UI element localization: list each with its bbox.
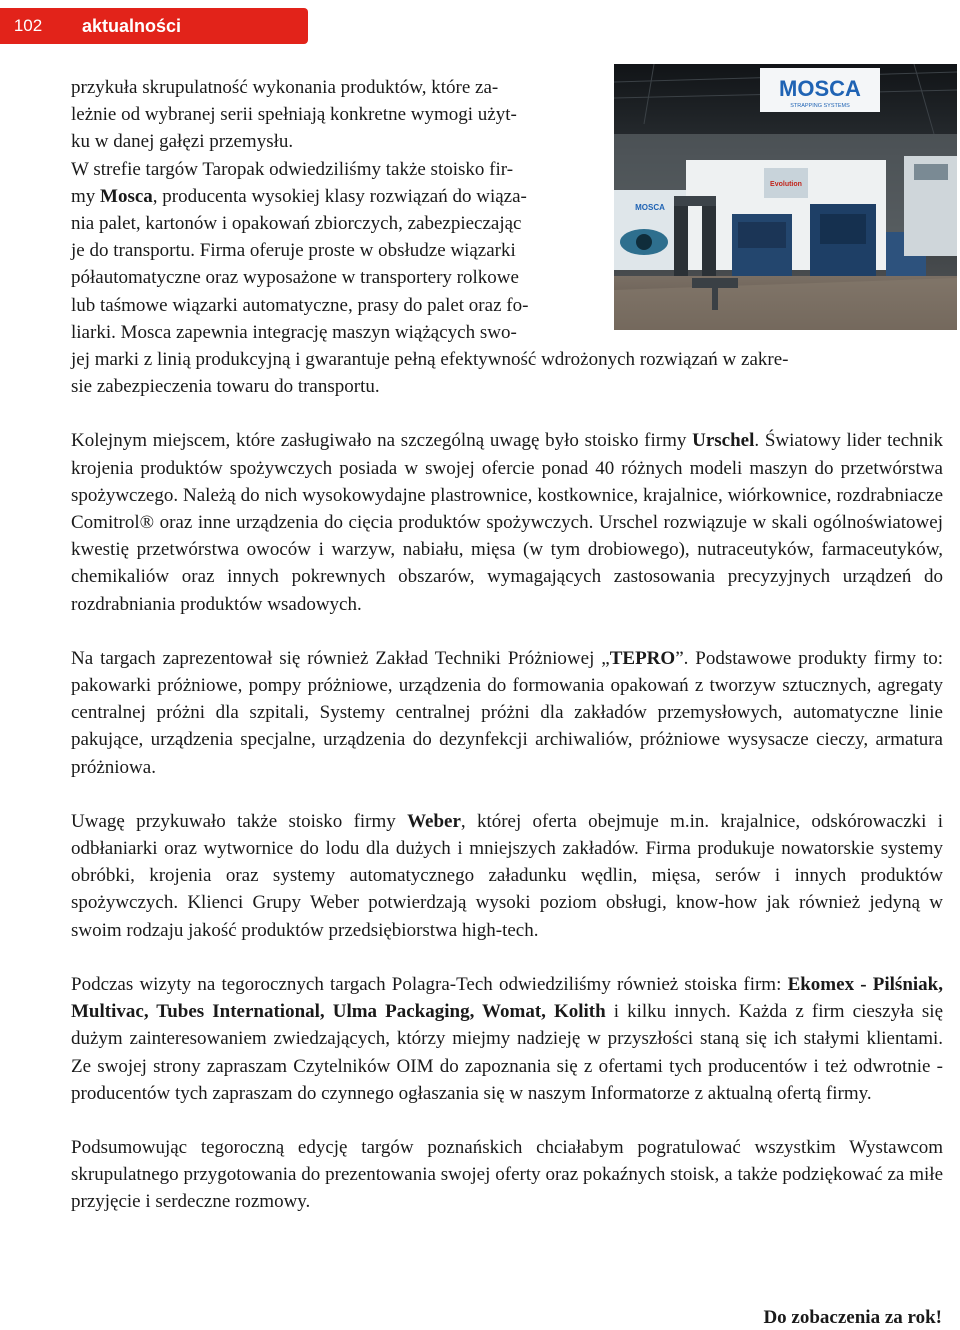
section-header <box>0 8 308 44</box>
page-number: 102 <box>13 16 43 35</box>
paragraph-tepro <box>71 645 943 781</box>
text: Kolejnym miejscem, które zasługiwało na szczególną uwagę było stoisko firmy <box>71 430 693 452</box>
machine-label-text: Evolution <box>770 181 802 188</box>
line: , producenta wysokiej klasy rozwiązań do wiąza- <box>152 185 527 207</box>
line: W strefie targów Taropak odwiedziliśmy także stoisko fir- <box>71 158 514 180</box>
line: jej marki z linią produkcyjną i gwarantuje pełną efektywność wdrożonych rozwiązań w zakre- <box>71 349 789 371</box>
line: leżnie od wybranej serii spełniają konkretne wymogi użyt- <box>71 104 517 126</box>
line: liarki. Mosca zapewnia integrację maszyn wiążących swo- <box>71 321 517 343</box>
company-name-tepro: TEPRO <box>609 647 676 669</box>
closing-line: Do zobaczenia za rok! <box>763 1307 942 1328</box>
text: i kilku innych. Każda z firm cieszyła się dużym zainteresowaniem zwiedzających, którzy miejmy nadzieję w przyszłości staną się ich stałymi klientami. Ze swojej strony zapraszam Czytelników OIM do zapoznania się z ofertami tych producentów i też odwrotnie - producentów tych zapraszam do czynnego ogłaszania się w naszym Informatorze z aktualną ofertą firmy. <box>71 1001 943 1104</box>
company-names-list: Ekomex - Pilśniak, Multivac, Tubes International, Ulma Packaging, Womat, Kolith <box>71 973 943 1023</box>
section-title: aktualności <box>82 15 182 36</box>
text: , której oferta obejmuje m.in. krajalnice, odskórowaczki i odbłaniarki oraz wytwornice do lodu dla dużych i mniejszych zakładów. Firma produkuje nowatorskie systemy obróbki, krojenia oraz systemy automatycznego załadunku wędlin, mięsa, serów i innych produktów spożywczych. Klienci Grupy Weber potwierdzają wysoki poziom obsługi, know-how jak również jedyną w swoim rodzaju jakość produktów przedsiębiorstwa high-tech. <box>71 810 943 941</box>
text: . Światowy lider technik krojenia produktów spożywczych posiada w swojej ofercie ponad 40 różnych modeli maszyn do przetwórstwa spożywczego. Należą do nich wysokowydajne plastrownice, kostkownice, krajalnice, wiórkownice, rozdrabniacze Comitrol® oraz inne urządzenia do cięcia produktów spożywczych. Urschel rozwiązuje w skali ogólnoświatowej kwestię przetwórstwa owoców i warzyw, nabiału, mięsa (w tym drobiowego), nutraceutyków, farmaceutyków, chemikaliów oraz innych pokrewnych obszarów, wymagających zastosowania precyzyjnych urządzeń do rozdrabniania produktów wsadowych. <box>71 430 943 615</box>
text: Uwagę przykuwało także stoisko firmy <box>71 810 408 832</box>
brand-sign-text: MOSCA <box>779 76 861 101</box>
text: Na targach zaprezentował się również Zakład Techniki Próżniowej „ <box>71 647 610 669</box>
screen-label-text: MOSCA <box>635 203 665 212</box>
line: je do transportu. Firma oferuje proste w obsłudze wiązarki <box>71 240 516 262</box>
line: ku w danej gałęzi przemysłu. <box>71 131 294 153</box>
paragraph-mosca <box>71 74 943 400</box>
text: Podczas wizyty na tegorocznych targach Polagra-Tech odwiedziliśmy również stoiska firm: <box>71 973 788 995</box>
paragraph-urschel <box>71 427 943 617</box>
text: ”. Podstawowe produkty firmy to: pakowarki próżniowe, pompy próżniowe, urządzenia do formowania opakowań z tworzyw sztucznych, agregaty centralnej próżni dla szpitali, Systemy centralnej próżni dla zakładów przemysłowych, automatyczne linie pakujące, urządzenia specjalne, urządzenia do dezynfekcji archiwaliów, próżniowe wysysacze cieczy, armatura próżniowa. <box>71 647 944 778</box>
line: przykuła skrupulatność wykonania produktów, które za- <box>71 77 499 98</box>
line: my <box>71 185 101 207</box>
paragraph-weber <box>71 808 943 944</box>
company-name-urschel: Urschel <box>692 430 755 452</box>
line: sie zabezpieczenia towaru do transportu. <box>71 376 380 398</box>
company-name-mosca: Mosca <box>100 185 153 207</box>
paragraph-polagra-tech <box>71 971 943 1107</box>
paragraph-summary <box>71 1134 943 1216</box>
company-name-weber: Weber <box>407 810 461 832</box>
text: Podsumowując tegoroczną edycję targów poznańskich chciałabym pogratulować wszystkim Wystawcom skrupulatnego przygotowania do prezentowania swojej oferty oraz pokaźnych stoisk, a także podziękować za miłe przyjęcie i serdeczne rozmowy. <box>71 1136 943 1213</box>
line: półautomatyczne oraz wyposażone w transportery rolkowe <box>71 267 519 289</box>
line: nia palet, kartonów i opakowań zbiorczych, zabezpieczając <box>71 213 522 235</box>
sign-subtitle-text: STRAPPING SYSTEMS <box>790 103 850 109</box>
line: lub taśmowe wiązarki automatyczne, prasy do palet oraz fo- <box>71 294 529 316</box>
article-body <box>71 74 943 1216</box>
